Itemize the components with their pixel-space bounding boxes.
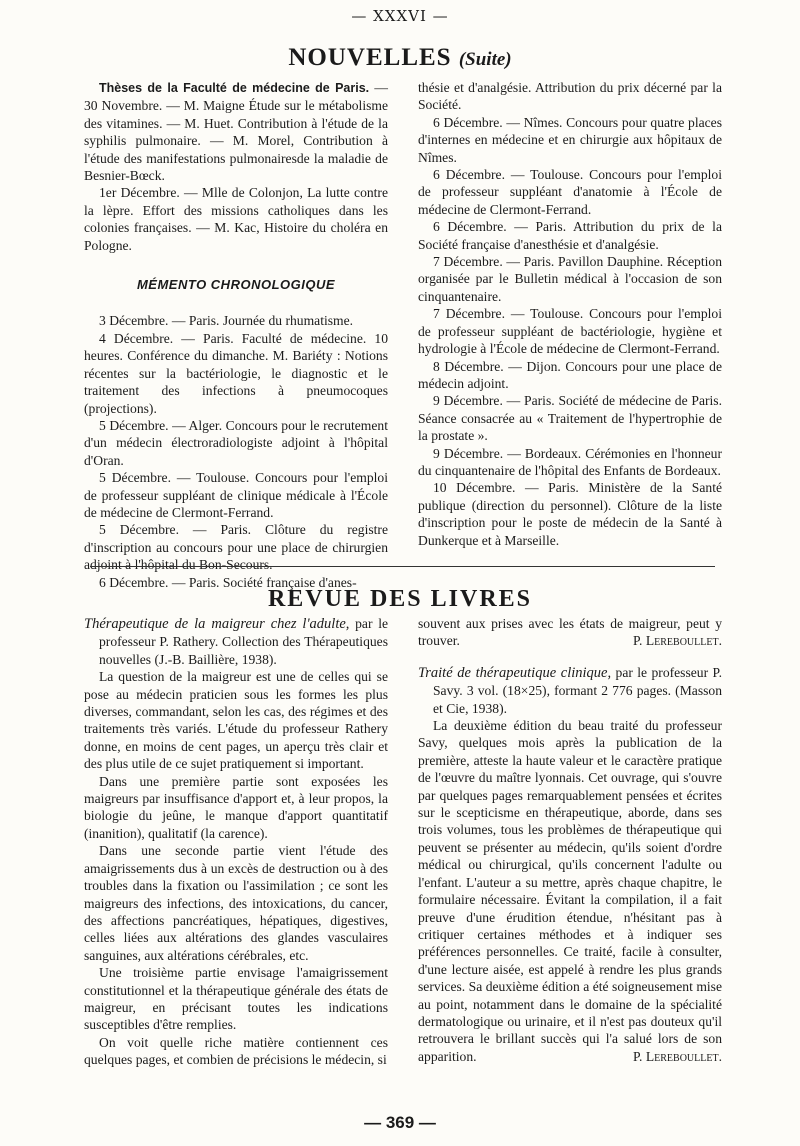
signature-1: P. Lereboullet. [633, 633, 722, 649]
memento-entry: 6 Décembre. — Paris. Société française d'anes- [99, 574, 357, 590]
book1-cont-text: souvent aux prises avec les états de maigreur, peut y trouver. [418, 616, 722, 649]
revue-title: REVUE DES LIVRES [267, 586, 533, 612]
book1-ref: par le professeur P. Rathery. Collection des Thérapeutiques nouvelles (J.-B. Baillière, 1938). [99, 616, 389, 667]
theses-text: — 30 Novembre. — M. Maigne Étude sur le métabolisme des vitamines. — M. Huet. Contribution à l'étude de la syphilis pulmonaire. — M. Morel, Contribution à l'étude des manifestations pulmonairesde la maladie de Besnier-Bœck. [84, 80, 388, 184]
section-divider [90, 566, 715, 567]
theses-label: Thèses de la Faculté de médecine de Paris. [99, 81, 370, 95]
book1-review [84, 668, 388, 1068]
memento-entry: 8 Décembre. — Dijon. Concours pour une place de médecin adjoint. [418, 358, 722, 391]
nouvelles-heading [0, 44, 800, 72]
review-paragraph: Une troisième partie envisage l'amaigrissement constitutionnel et la thérapeutique générale des états de maigreur, en précisant toutes les indications susceptibles d'être remplies. [84, 965, 388, 1033]
memento-title: MÉMENTO CHRONOLOGIQUE [136, 277, 336, 293]
book2-review [418, 717, 722, 1065]
memento-entry: 4 Décembre. — Paris. Faculté de médecine. 10 heures. Conférence du dimanche. M. Bariéty : Notions récentes sur la bactériologie, le diagnostic et le traitement des infections à pneumocoques (projections). [84, 330, 388, 416]
revue-left-column [84, 615, 388, 1069]
theses-paragraph [84, 79, 388, 184]
nouvelles-right-column [418, 79, 722, 549]
page-number: — 369 — [364, 1113, 436, 1132]
memento-entry: 3 Décembre. — Paris. Journée du rhumatisme. [99, 313, 354, 329]
memento-entry: 5 Décembre. — Toulouse. Concours pour l'emploi de professeur suppléant de clinique médicale à l'École de médecine de Clermont-Ferrand. [84, 470, 388, 520]
nouvelles-left-column [84, 79, 388, 591]
nouvelles-title: NOUVELLES [288, 44, 452, 71]
book1-review-end [418, 615, 722, 650]
memento-entry: 6 Décembre. — Paris. Attribution du prix de la Société française d'anesthésie et d'analgésie. [418, 219, 722, 252]
review-paragraph: Dans une seconde partie vient l'étude des amaigrissements dus à un excès de destruction ou à des troubles dans la fixation ou l'assimilation ; ce sont les maigreurs des infections, des intoxications, du cancer, des affections pancréatiques, hépatiques, digestives, celles liées aux altérations des glandes vasculaires sanguines, aux altérations cérébrales, etc. [84, 843, 388, 963]
theses-paragraph-2: 1er Décembre. — Mlle de Colonjon, La lutte contre la lèpre. Effort des missions catholiques dans les colonies françaises. — M. Kac, Histoire du choléra en Pologne. [84, 185, 388, 253]
review-paragraph: On voit quelle riche matière contiennent ces quelques pages, et combien de précisions le médecin, si [84, 1034, 388, 1068]
book2-ref: par le professeur P. Savy. 3 vol. (18×25), formant 2 776 pages. (Masson et Cie, 1938). [433, 664, 722, 716]
memento-entry: 9 Décembre. — Paris. Société de médecine de Paris. Séance consacrée au « Traitement de l'hypertrophie de la prostate ». [418, 393, 722, 444]
book2-citation [418, 664, 722, 717]
book1-title: Thérapeutique de la maigreur chez l'adulte, [84, 616, 350, 632]
book2-text: La deuxième édition du beau traité du professeur Savy, quelques mois après la publication de la première, atteste la haute valeur et le caractère pratique de l'œuvre du maître lyonnais. Cet ouvrage, qui s'ouvre par quelques pages remarquablement pensées et écrites sur le scepticisme en thérapeutique, aborde, dans ses trois volumes, tous les problèmes de thérapeutique qui peuvent se présenter au médecin, qu'ils soient d'ordre médical ou chirurgical, qu'ils concernent l'adulte ou l'enfant. L'auteur a su mettre, après chaque chapitre, le formulaire nécessaire. Évitant la compilation, il a fait preuve d'une érudition étendue, n'hésitant pas à critiquer certaines méthodes et à indiquer ses préférences personnelles. Ce traité, facile à consulter, d'une lecture aisée, est appelé à rendre les plus grands services. Sa deuxième édition a été soigneusement mise au point, notamment dans le domaine de la spécialité dermatologique ou urinaire, et il n'est pas douteux qu'il retrouvera le brillant succès qui l'a salué lors de son apparition. [418, 718, 722, 1064]
book2-title: Traité de thérapeutique clinique, [418, 664, 612, 681]
memento-entry: 7 Décembre. — Toulouse. Concours pour l'emploi de professeur suppléant de bactériologie, hygiène et hydrologie à l'École de médecine de Clermont-Ferrand. [418, 306, 722, 357]
nouvelles-suite: (Suite) [458, 49, 512, 70]
review-paragraph: La question de la maigreur est une de celles qui se pose au médecin praticien sous les formes les plus diverses, commandant, selon les cas, des régimes et des traitements très variés. L'étude du professeur Rathery donne, en moins de cent pages, un aperçu très clair et des plus utile de ce sujet pratiquement si important. [84, 669, 388, 772]
book1-citation [84, 615, 388, 668]
memento-entry: 10 Décembre. — Paris. Ministère de la Santé publique (direction du personnel). Clôture de la liste d'inscription pour le poste de médecin de la Santé à Dunkerque et à Marseille. [418, 480, 722, 548]
signature-2: P. Lereboullet. [633, 1048, 722, 1064]
memento-entry: 5 Décembre. — Paris. Clôture du registre d'inscription au concours pour une place de chirurgien adjoint à l'hôpital du Bon-Secours. [84, 522, 388, 573]
roman-page-number: — XXXVI — [351, 7, 449, 25]
memento-entry: 7 Décembre. — Paris. Pavillon Dauphine. Réception organisée par le Bulletin médical à l'occasion de son cinquantenaire. [418, 254, 722, 304]
revue-right-column [418, 615, 722, 1065]
memento-entry: 6 Décembre. — Nîmes. Concours pour quatre places d'internes en médecine et en chirurgie aux hôpitaux de Nîmes. [418, 114, 722, 165]
memento-entry: thésie et d'analgésie. Attribution du prix décerné par la Société. [418, 80, 722, 113]
memento-right-list [418, 79, 722, 549]
memento-entry: 9 Décembre. — Bordeaux. Cérémonies en l'honneur du cinquantenaire de l'hôpital des Enfants de Bordeaux. [418, 445, 722, 478]
memento-entry: 6 Décembre. — Toulouse. Concours pour l'emploi de professeur suppléant d'anatomie à l'École de médecine de Clermont-Ferrand. [418, 167, 722, 217]
review-paragraph: Dans une première partie sont exposées les maigreurs par insuffisance d'apport et, à leur propos, la biologie du jeûne, le manque d'apport quantitatif (inanition), qualitatif (la carence). [84, 773, 388, 841]
memento-left-list [84, 312, 388, 591]
memento-entry: 5 Décembre. — Alger. Concours pour le recrutement d'un médecin électroradiologiste adjoint à l'hôpital d'Oran. [84, 417, 388, 468]
